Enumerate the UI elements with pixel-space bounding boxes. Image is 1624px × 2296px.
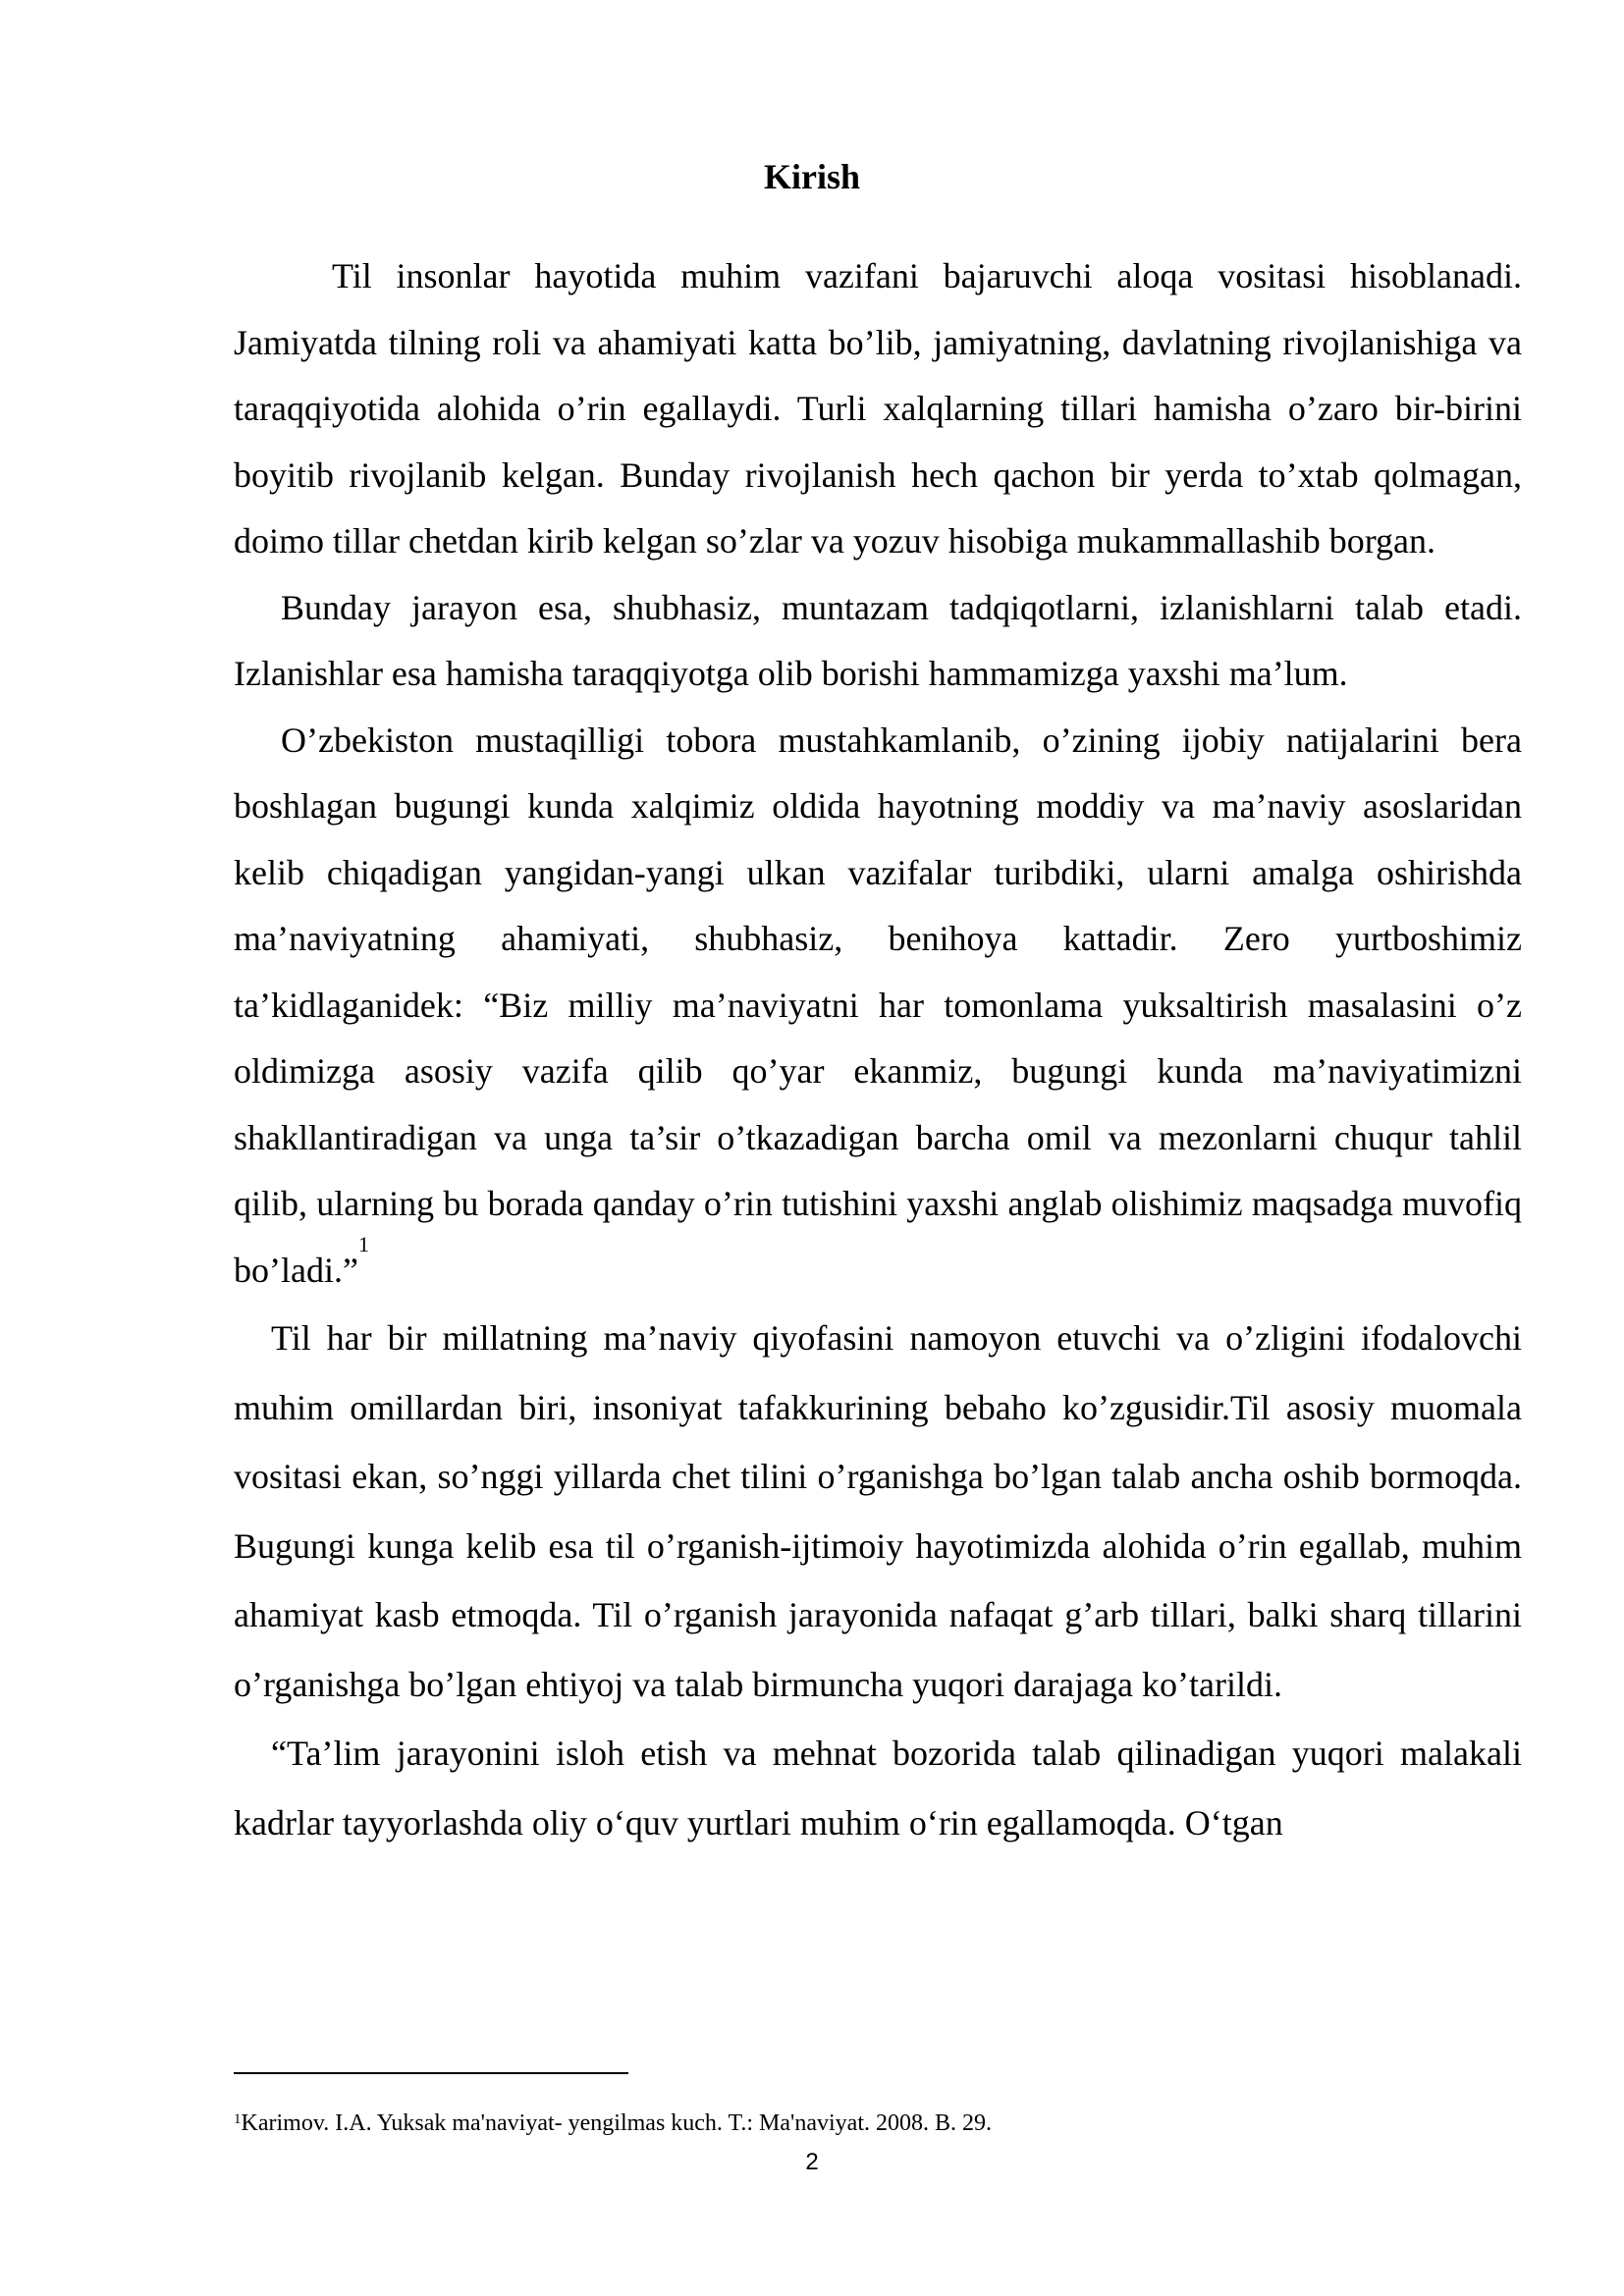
paragraph-3-text: O’zbekiston mustaqilligi tobora mustahkamlanib, o’zining ijobiy natijalarini bera boshlagan bugungi kunda xalqimiz oldida hayotning moddiy va ma’naviy asoslaridan kelib chiqadigan yangidan-yangi ulkan vazifalar turibdiki, ularni amalga oshirishda ma’naviyatning ahamiyati, shubhasiz, benihoya kattadir. Zero yurtboshimiz ta’kidlaganidek: “Biz milliy ma’naviyatni har tomonlama yuksaltirish masalasini o’z oldimizga asosiy vazifa qilib qo’yar ekanmiz, bugungi kunda ma’naviyatimizni shakllantiradigan va unga ta’sir o’tkazadigan barcha omil va mezonlarni chuqur tahlil qilib, ularning bu borada qanday o’rin tutishini yaxshi anglab olishimiz maqsadga muvofiq bo’ladi.” — [234, 720, 1522, 1290]
footnote-reference[interactable]: 1 — [357, 1231, 369, 1256]
page-number: 2 — [805, 2149, 819, 2175]
paragraph-2: Bunday jarayon esa, shubhasiz, muntazam tadqiqotlarni, izlanishlarni talab etadi. Izlanishlar esa hamisha taraqqiyotga olib borishi hammamizga yaxshi ma’lum. — [234, 587, 1522, 693]
paragraph-3 — [234, 708, 1522, 1305]
paragraph-1: Til insonlar hayotida muhim vazifani bajaruvchi aloqa vositasi hisoblanadi. Jamiyatda tilning roli va ahamiyati katta bo’lib, jamiyatning, davlatning rivojlanishiga va taraqqiyotida alohida o’rin egallaydi. Turli xalqlarning tillari hamisha o’zaro bir-birini boyitib rivojlanib kelgan. Bunday rivojlanish hech qachon bir yerda to’xtab qolmagan, doimo tillar chetdan kirib kelgan so’zlar va yozuv hisobiga mukammallashib borgan. — [234, 256, 1522, 561]
footnote-separator — [234, 2072, 628, 2074]
footnote — [234, 2109, 1510, 2138]
paragraph-5: “Ta’lim jarayonini isloh etish va mehnat bozorida talab qilinadigan yuqori malakali kadrlar tayyorlashda oliy o‘quv yurtlari muhim o‘rin egallamoqda. O‘tgan — [234, 1734, 1522, 1842]
paragraph-4: Til har bir millatning maʼnaviy qiyofasini namoyon etuvchi va oʼzligini ifodalovchi muhim omillardan biri, insoniyat tafakkurining bebaho koʼzgusidir.Til asosiy muomala vositasi ekan, soʼnggi yillarda chet tilini oʼrganishga boʼlgan talab ancha oshib bormoqda. Bugungi kunga kelib esa til oʼrganish-ijtimoiy hayotimizda alohida oʼrin egallab, muhim ahamiyat kasb etmoqda. Til oʼrganish jarayonida nafaqat gʼarb tillari, balki sharq tillarini oʼrganishga boʼlgan ehtiyoj va talab birmuncha yuqori darajaga koʼtarildi. — [234, 1318, 1522, 1704]
body-text — [234, 243, 1522, 1857]
footnote-text: Karimov. I.A. Yuksak ma'naviyat- yengilmas kuch. T.: Ma'naviyat. 2008. B. 29. — [241, 2110, 993, 2136]
footnote-number: 1 — [234, 2111, 242, 2127]
page-title: Kirish — [763, 157, 860, 196]
